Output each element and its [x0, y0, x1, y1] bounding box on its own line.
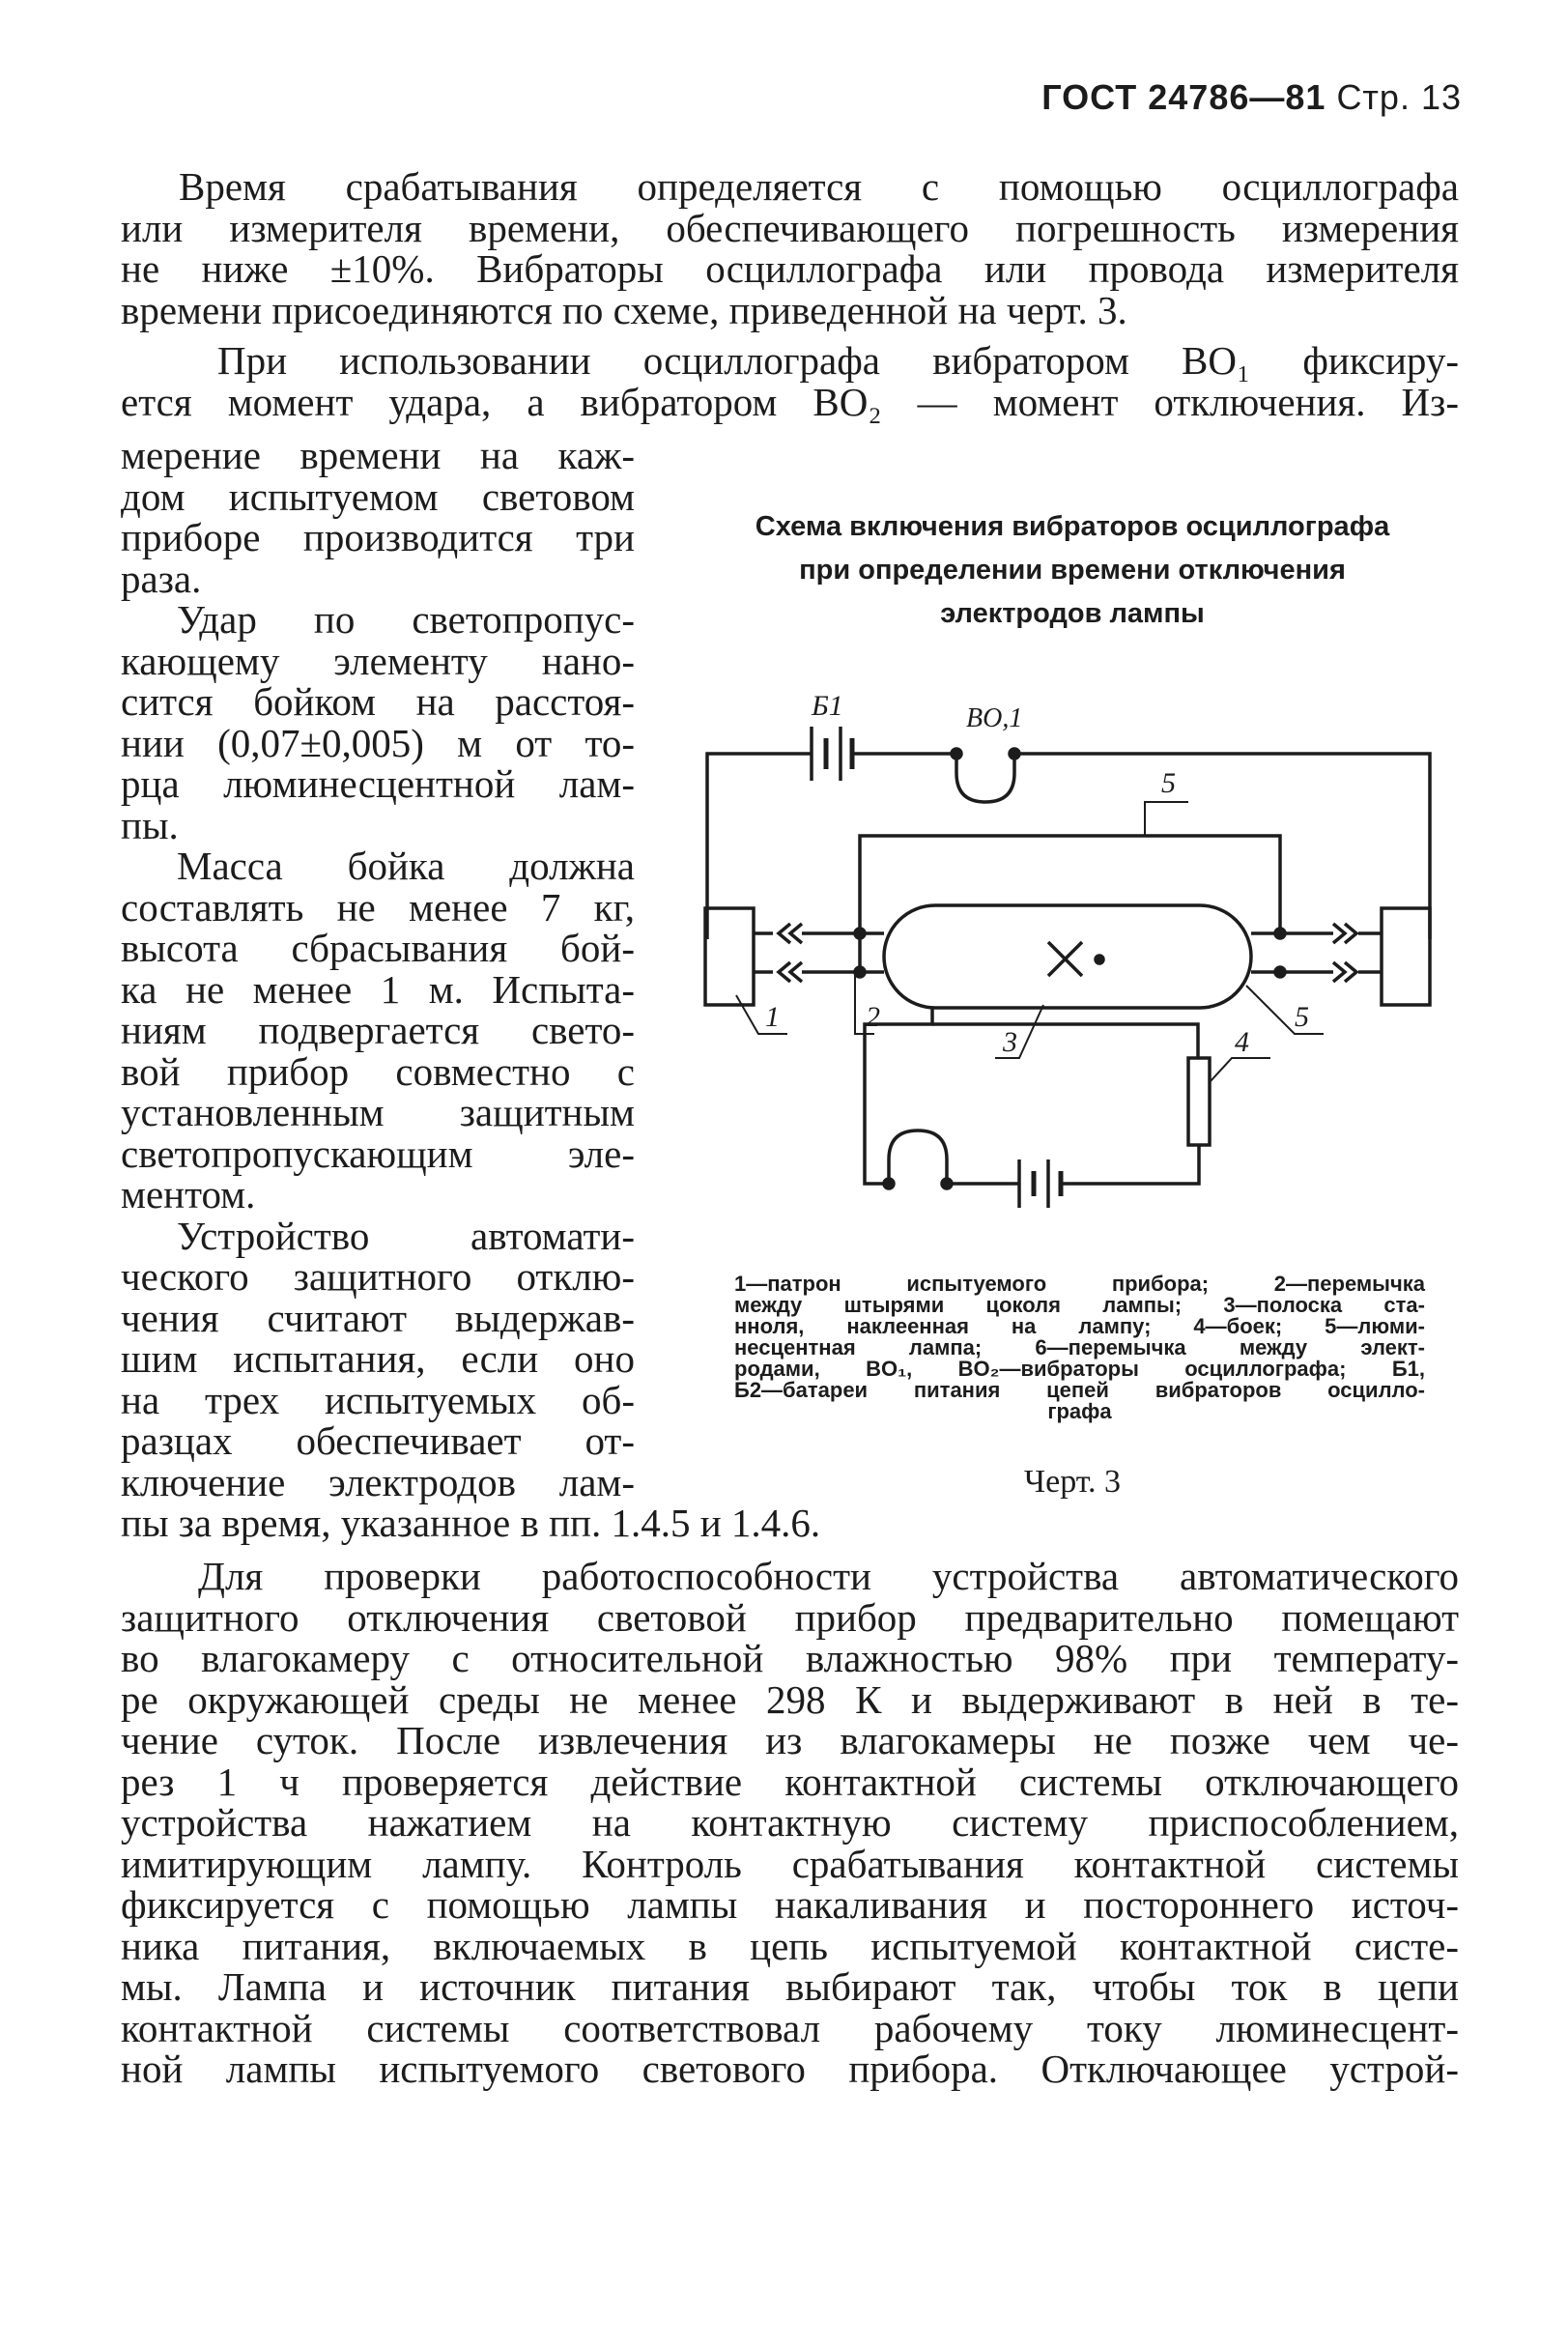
text-line: приборе производится три: [121, 515, 635, 559]
text-line: ментом.: [121, 1172, 256, 1216]
text-line: Время срабатывания определяется с помощью осциллографа: [179, 164, 1459, 209]
text-line: защитного отключения световой прибор предварительно помещают: [121, 1594, 1459, 1640]
text-line: шим испытания, если оно: [121, 1336, 635, 1381]
text-line: вой прибор совместно с: [121, 1048, 635, 1094]
battery-b1: [804, 727, 860, 781]
text-line: Устройство автомати-: [177, 1213, 635, 1258]
text-line: раза.: [121, 556, 202, 601]
label-5-top: 5: [1161, 767, 1176, 799]
caption-line: несцентная лампа; 6—перемычка между элект-: [734, 1335, 1425, 1360]
vibrator-bo2: [884, 1131, 1010, 1188]
text-line: ника питания, включаемых в цепь испытуемой контактной систе-: [121, 1923, 1459, 1968]
text-line: не ниже ±10%. Вибраторы осциллографа или провода измерителя: [121, 246, 1459, 291]
left-column-text: [121, 433, 821, 1545]
label-1: 1: [765, 1001, 780, 1033]
text-line: времени присоединяются по схеме, приведенной на черт. 3.: [121, 287, 1127, 332]
figure-caption: [734, 1274, 1425, 1422]
label-4: 4: [1235, 1026, 1249, 1058]
figure-title-line: Схема включения вибраторов осциллографа: [755, 511, 1390, 542]
text-line: дом испытуемом световом: [121, 473, 635, 519]
text-line: высота сбрасывания бой-: [121, 926, 635, 970]
leader-5-right: [1246, 986, 1324, 1034]
text-line: ка не менее 1 м. Испыта-: [121, 966, 635, 1012]
caption-line: Б2—батареи питания цепей вибраторов осцилло-: [734, 1378, 1425, 1402]
leader-4: [1210, 1058, 1270, 1082]
text-line: чения считают выдержав-: [121, 1295, 635, 1340]
text-line: пы.: [121, 802, 179, 847]
label-2: 2: [866, 1001, 880, 1033]
striker: [1188, 1058, 1210, 1145]
paragraph-humidity-test: [121, 1556, 1459, 2090]
label-b1: Б1: [812, 690, 843, 722]
text-line: светопропускающим эле-: [121, 1131, 635, 1176]
text-line: ниям подвергается свето-: [121, 1008, 635, 1052]
leader-1: [736, 995, 787, 1034]
text-line: рца люминесцентной лам-: [121, 761, 635, 806]
text-line: ре окружающей среды не менее 298 К и выдерживают в ней в те-: [121, 1676, 1459, 1722]
jumper-wire: [860, 836, 1280, 939]
figure-title-line: электродов лампы: [940, 598, 1205, 629]
caption-line: графа: [1047, 1399, 1112, 1423]
figure-title-line: при определении времени отключения: [799, 555, 1346, 586]
text-line: кающему элементу нано-: [121, 638, 635, 683]
text-line: во влагокамеру с относительной влажностью 98% при температу-: [121, 1636, 1459, 1680]
figure-title: [676, 505, 1468, 636]
connector-left: [754, 924, 884, 982]
lower-loop-wire-right: [932, 1024, 1198, 1058]
lower-loop-wire: [865, 1008, 932, 1184]
page-number: Стр. 13: [1336, 77, 1462, 117]
text-line: ется момент удара, а вибратором BO₂ — момент отключения. Из-: [121, 379, 1459, 424]
text-line: нии (0,07±0,005) м от то-: [121, 720, 635, 765]
text-line: разцах обеспечивает от-: [121, 1418, 635, 1463]
caption-line: нноля, наклеенная на лампу; 4—боек; 5—люми-: [734, 1314, 1425, 1338]
text-line: составлять не менее 7 кг,: [121, 884, 635, 930]
text-line: установленным защитным: [121, 1090, 635, 1134]
text-line: мерение времени на каж-: [121, 433, 635, 477]
lamp-holder-left: [705, 908, 754, 1005]
vibrator-bo1: [952, 749, 1019, 802]
text-line: или измерителя времени, обеспечивающего погрешность измерения: [121, 205, 1459, 250]
standard-number: ГОСТ 24786—81: [1041, 77, 1326, 117]
label-5-right: 5: [1295, 1001, 1309, 1033]
circuit-diagram: [676, 676, 1440, 1217]
text-line: рез 1 ч проверяется действие контактной системы отключающего: [121, 1759, 1459, 1804]
text-line: сится бойком на расстоя-: [121, 679, 635, 724]
label-3: 3: [1003, 1026, 1017, 1058]
text-line: имитирующим лампу. Контроль срабатывания контактной системы: [121, 1841, 1459, 1886]
text-line: При использовании осциллографа вибратором BO₁ фиксиру-: [217, 338, 1459, 383]
text-line: устройства нажатием на контактную систему приспособлением,: [121, 1800, 1459, 1845]
text-line: ческого защитного отклю-: [121, 1254, 635, 1299]
text-line: чение суток. После извлечения из влагокамеры не позже чем че-: [121, 1718, 1459, 1762]
page-header: [1041, 77, 1462, 118]
text-line: Для проверки работоспособности устройства автоматического: [198, 1554, 1459, 1598]
text-line: контактной системы соответствовал рабочему току люминесцент-: [121, 2005, 1459, 2050]
caption-line: родами, BO₁, BO₂—вибраторы осциллографа; Б1,: [734, 1357, 1425, 1381]
text-line: ключение электродов лам-: [121, 1459, 635, 1504]
label-bo1: BO,1: [966, 703, 1023, 733]
text-line: пы за время, указанное в пп. 1.4.5 и 1.4.6.: [121, 1501, 821, 1545]
lamp-dot: [1096, 956, 1103, 963]
caption-line: между штырями цоколя лампы; 3—полоска ста-: [734, 1293, 1425, 1317]
text-line: мы. Лампа и источник питания выбирают так, чтобы ток в цепи: [121, 1964, 1459, 2009]
text-line: фиксируется с помощью лампы накаливания и постороннего источ-: [121, 1882, 1459, 1927]
top-loop-wire: [707, 754, 956, 939]
text-line: Удар по светопропус-: [177, 597, 635, 642]
text-line: ной лампы испытуемого светового прибора. Отключающее устрой-: [121, 2046, 1459, 2091]
battery-b2: [1010, 1159, 1082, 1208]
text-line: на трех испытуемых об-: [121, 1377, 635, 1422]
figure-number: Черт. 3: [1024, 1464, 1122, 1500]
text-line: Масса бойка должна: [177, 844, 635, 888]
connector-right: [1251, 924, 1382, 982]
leader-5-top: [1145, 802, 1188, 836]
lamp-holder-right: [1382, 908, 1430, 1005]
paragraph-response-time: [121, 166, 1459, 330]
paragraph-oscillograph: [121, 340, 1459, 422]
caption-line: 1—патрон испытуемого прибора; 2—перемычка: [734, 1272, 1425, 1296]
lower-loop-wire: [1082, 1145, 1199, 1184]
